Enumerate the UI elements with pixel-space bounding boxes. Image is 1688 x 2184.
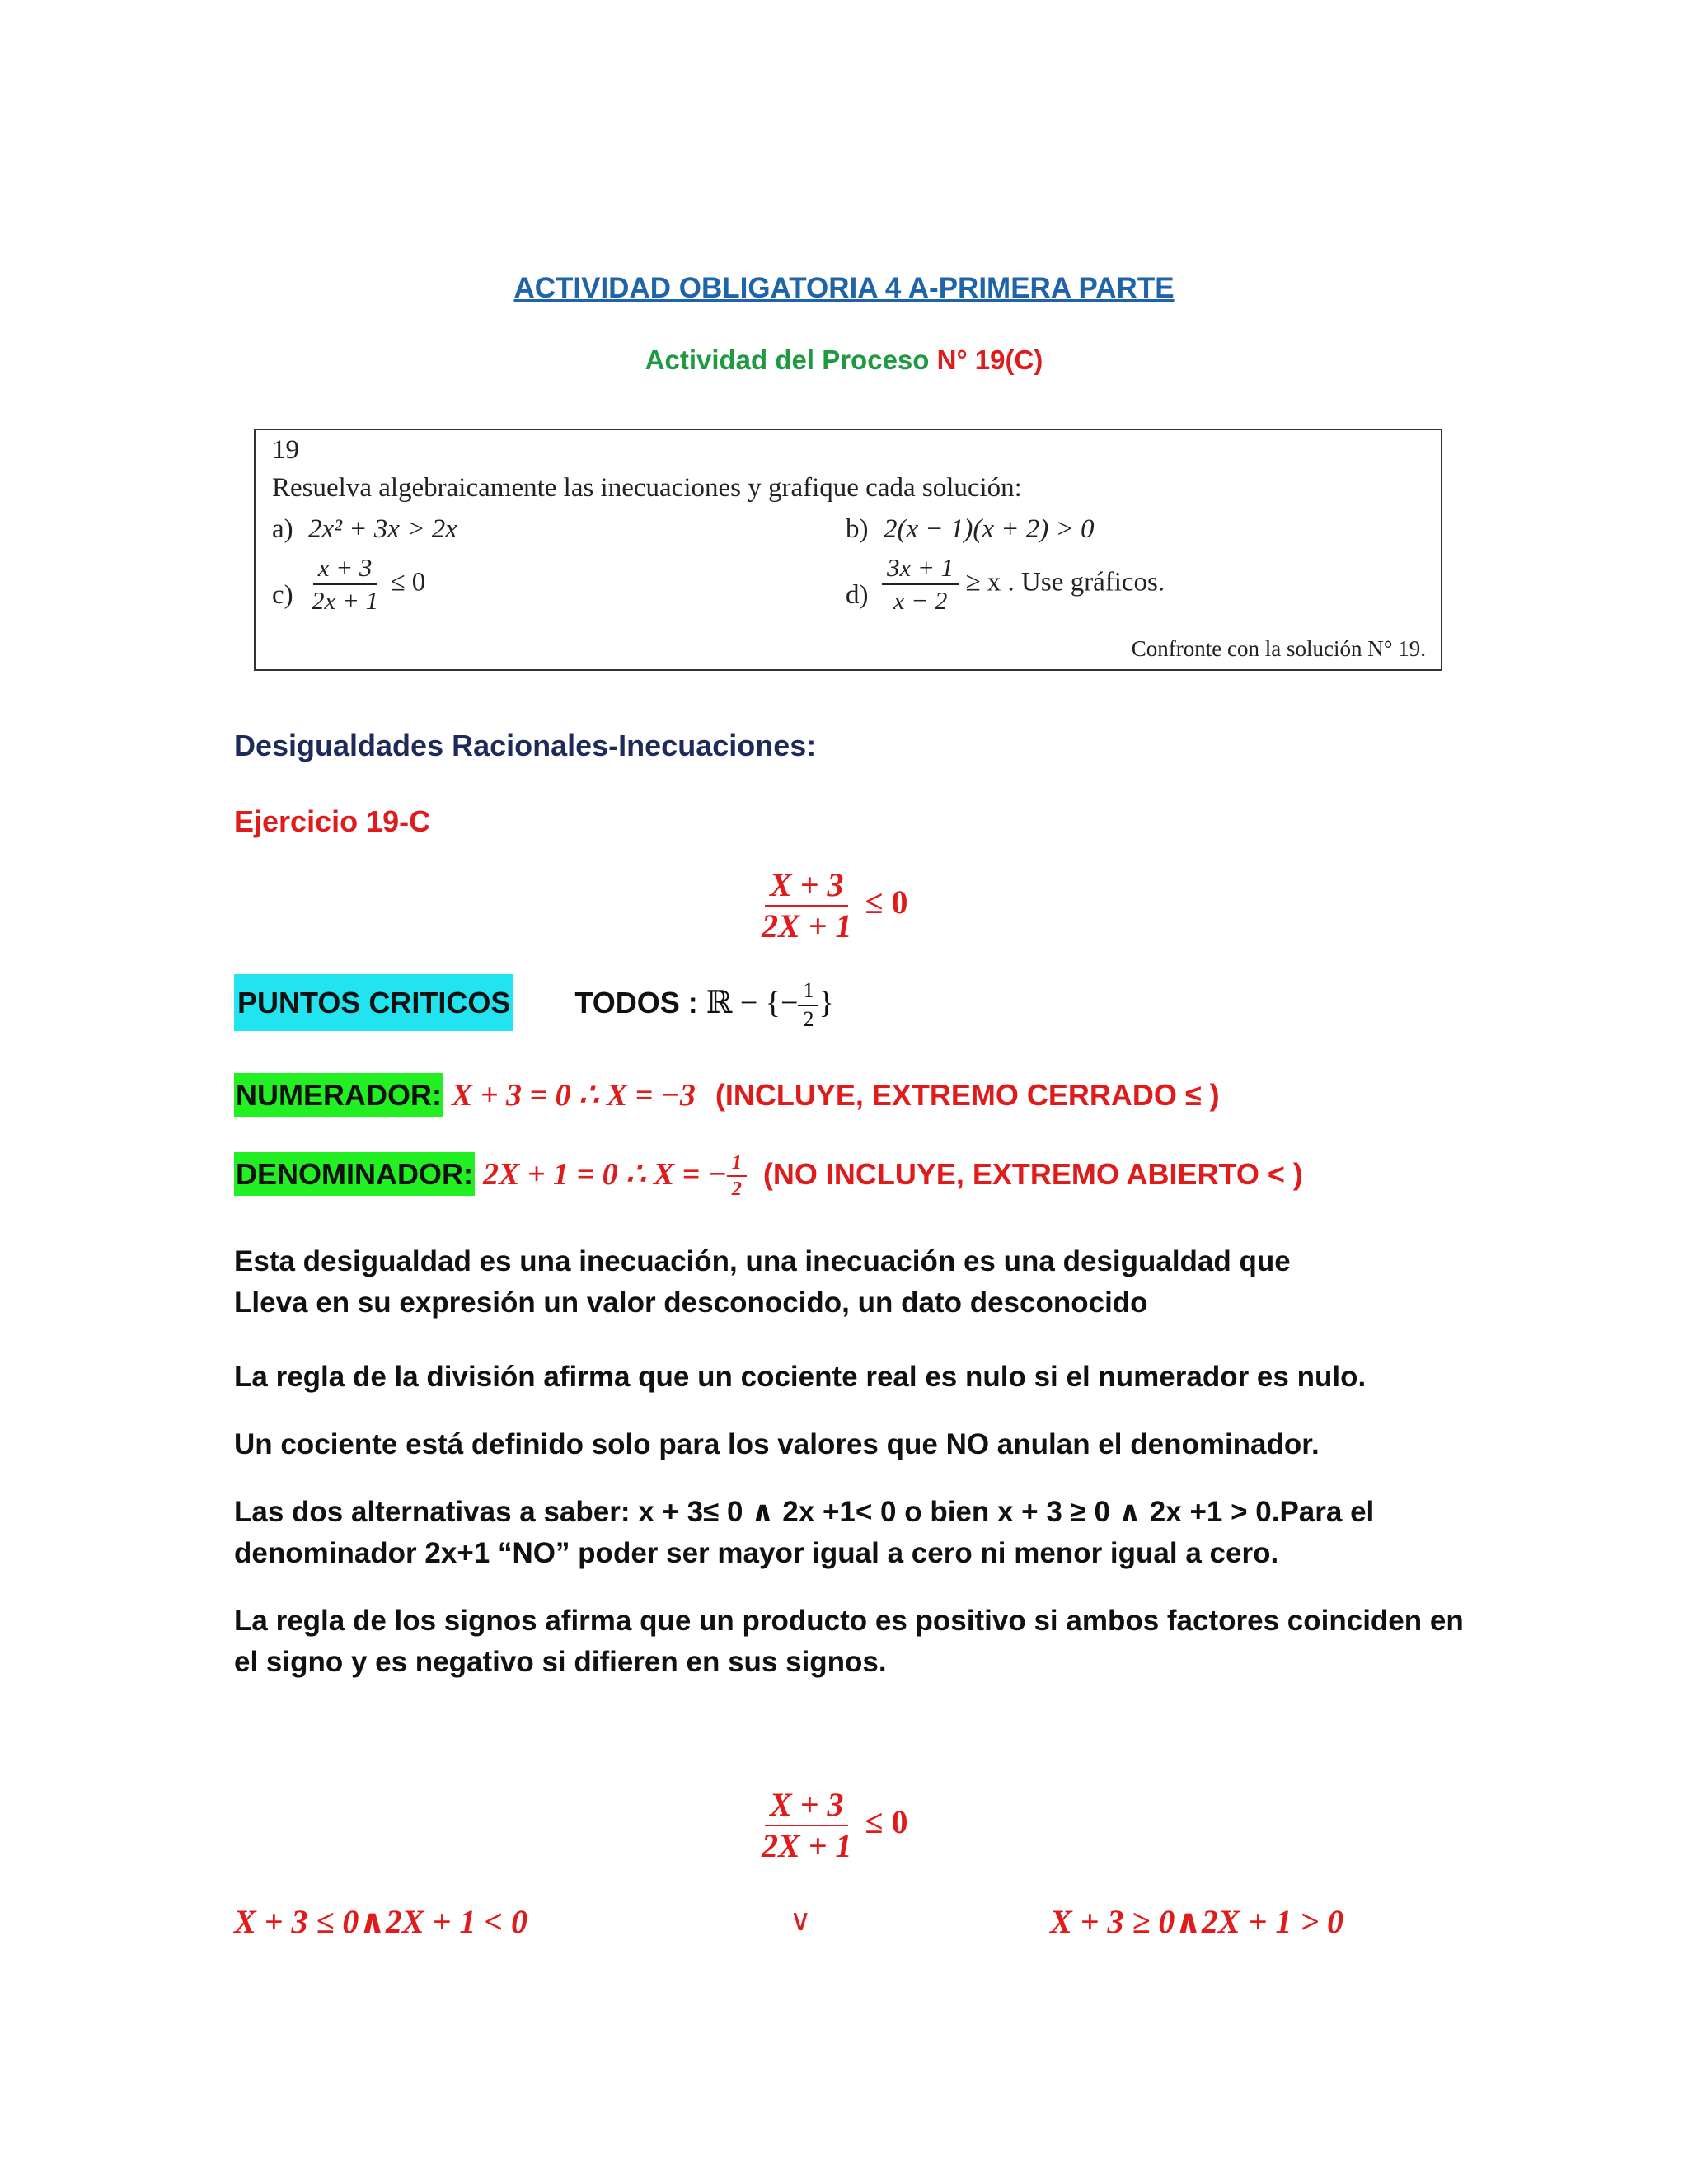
case-or: ∨ <box>790 1904 812 1938</box>
item-a-label: a) <box>272 514 293 544</box>
item-d-label: d) <box>846 580 869 610</box>
item-c-numerator: x + 3 <box>313 554 377 585</box>
item-b-expr: 2(x − 1)(x + 2) > 0 <box>884 514 1095 544</box>
critical-points-row <box>234 979 834 1031</box>
paragraph-sign-rule <box>234 1601 1487 1683</box>
critical-set-prefix: ℝ − {− <box>706 986 799 1021</box>
paragraph-sign-rule-line1: La regla de los signos afirma que un producto es positivo si ambos factores coinciden en <box>234 1605 1464 1637</box>
paragraph-sign-rule-line2: el signo y es negativo si difieren en sus signos. <box>234 1646 887 1678</box>
item-a-expr: 2x² + 3x > 2x <box>308 514 457 544</box>
page-title: ACTIVIDAD OBLIGATORIA 4 A-PRIMERA PARTE <box>513 272 1175 304</box>
paragraph-alternatives-line2: denominador 2x+1 “NO” poder ser mayor igual a cero ni menor igual a cero. <box>234 1537 1279 1569</box>
subtitle-activity: Actividad del Proceso <box>645 344 937 375</box>
section-heading: Desigualdades Racionales-Inecuaciones: <box>234 729 817 762</box>
second-numerator: X + 3 <box>765 1787 848 1826</box>
denominator-note: (NO INCLUYE, EXTREMO ABIERTO < ) <box>762 1156 1303 1191</box>
item-d-fraction <box>882 554 1165 615</box>
numerator-expr: X + 3 = 0 ∴ X = −3 <box>452 1078 696 1113</box>
paragraph-alternatives <box>234 1492 1487 1574</box>
case-right: X + 3 ≥ 0∧2X + 1 > 0 <box>1050 1903 1344 1940</box>
item-d-relation: ≥ x . Use gráficos. <box>965 567 1165 598</box>
critical-points-label: PUNTOS CRITICOS <box>234 974 513 1031</box>
case-left: X + 3 ≤ 0∧2X + 1 < 0 <box>234 1903 528 1940</box>
denominator-frac-den: 2 <box>731 1179 742 1201</box>
critical-todos: TODOS : <box>574 986 706 1020</box>
critical-set-num: 1 <box>798 979 818 1006</box>
paragraph-definition-line1: Esta desigualdad es una inecuación, una inecuación es una desigualdad que <box>234 1245 1291 1277</box>
paragraph-division-rule: La regla de la división afirma que un cociente real es nulo si el numerador es nulo. <box>234 1361 1367 1393</box>
item-c-fraction <box>307 554 425 615</box>
main-inequality <box>757 867 907 944</box>
item-c-denominator: 2x + 1 <box>312 586 379 616</box>
critical-set-den: 2 <box>803 1006 814 1031</box>
problem-footer: Confronte con la solución N° 19. <box>1131 636 1426 661</box>
second-relation: ≤ 0 <box>865 1803 908 1841</box>
problem-box <box>254 429 1442 671</box>
item-c-relation: ≤ 0 <box>390 567 426 598</box>
critical-set-close: } <box>818 986 834 1021</box>
problem-number: 19 <box>272 435 299 465</box>
numerator-row <box>234 1076 1220 1113</box>
paragraph-definition <box>234 1241 1487 1324</box>
denominator-label: DENOMINADOR: <box>234 1152 475 1196</box>
main-numerator: X + 3 <box>765 867 848 907</box>
denominator-row <box>234 1152 1303 1201</box>
numerator-note: (INCLUYE, EXTREMO CERRADO ≤ ) <box>715 1078 1220 1112</box>
numerator-label: NUMERADOR: <box>234 1073 443 1117</box>
item-d-numerator: 3x + 1 <box>882 554 959 585</box>
second-inequality <box>757 1787 907 1864</box>
page-subtitle <box>0 344 1688 376</box>
second-denominator: 2X + 1 <box>762 1827 852 1864</box>
exercise-heading: Ejercicio 19-C <box>234 804 431 838</box>
paragraph-definition-line2: Lleva en su expresión un valor desconocido, un dato desconocido <box>234 1286 1148 1319</box>
item-c-label: c) <box>272 580 293 610</box>
denominator-expr: 2X + 1 = 0 ∴ X = − <box>483 1156 727 1192</box>
item-d-denominator: x − 2 <box>893 586 948 616</box>
paragraph-quotient: Un cociente está definido solo para los valores que NO anulan el denominador. <box>234 1428 1320 1460</box>
problem-instruction: Resuelva algebraicamente las inecuaciones y grafique cada solución: <box>272 473 1022 503</box>
main-denominator: 2X + 1 <box>762 907 852 944</box>
main-relation: ≤ 0 <box>865 883 908 921</box>
denominator-frac-num: 1 <box>727 1152 747 1177</box>
paragraph-alternatives-line1: Las dos alternativas a saber: x + 3≤ 0 ∧ 2x +1< 0 o bien x + 3 ≥ 0 ∧ 2x +1 > 0.Para el <box>234 1496 1375 1528</box>
subtitle-number: N° 19(C) <box>936 344 1043 375</box>
item-b-label: b) <box>846 514 869 544</box>
